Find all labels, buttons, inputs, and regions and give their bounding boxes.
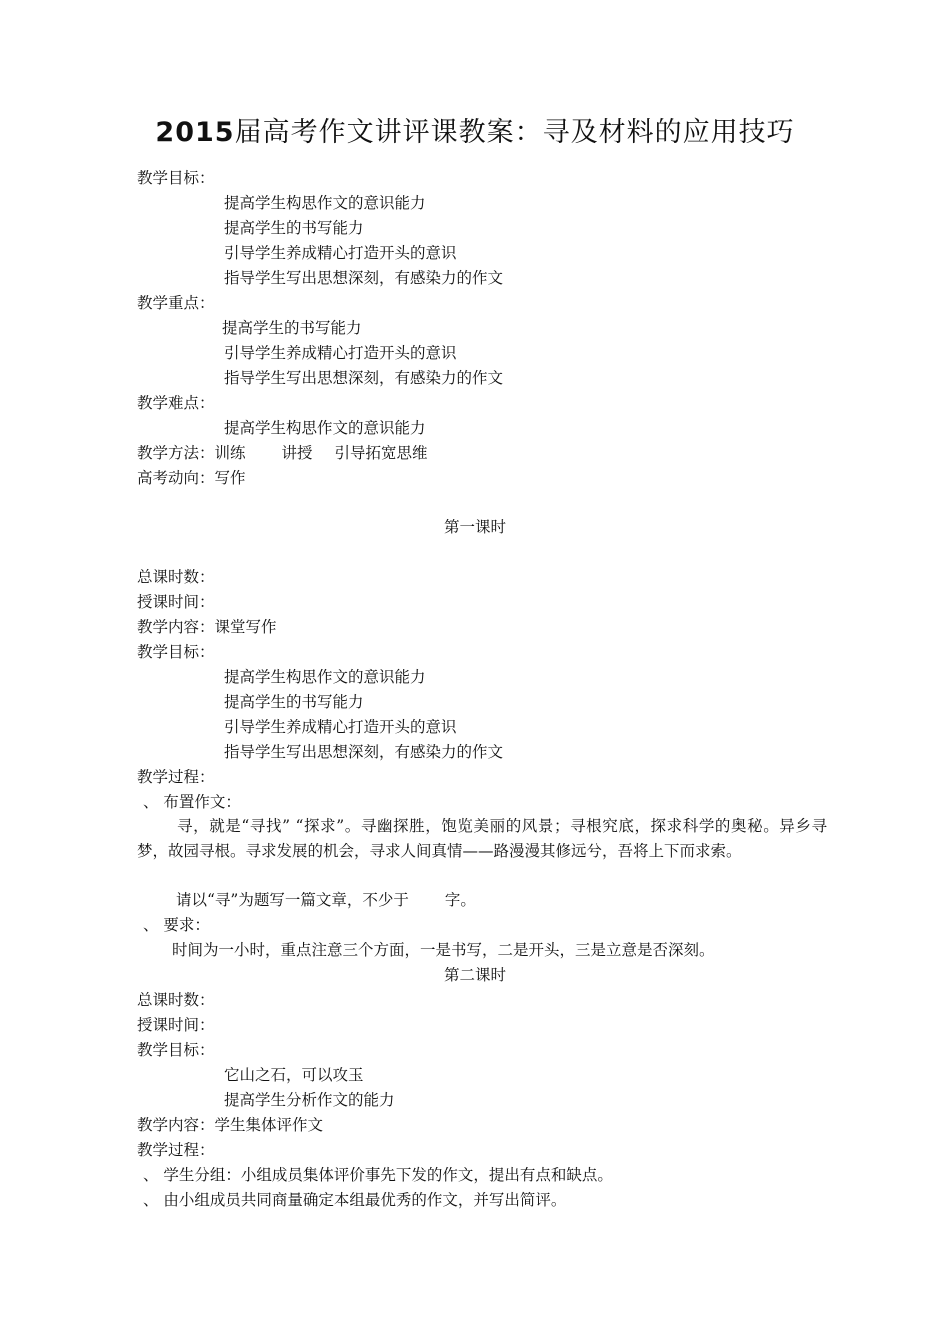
lesson-content: 教学内容：学生集体评作文 (137, 1116, 324, 1134)
step-item: 、 要求： (143, 916, 210, 934)
difficulty-label: 教学难点： (137, 394, 215, 412)
key-item: 提高学生的书写能力 (222, 319, 362, 337)
goal-item: 指导学生写出思想深刻，有感染力的作文 (224, 269, 504, 287)
requirement-text: 时间为一小时，重点注意三个方面，一是书写，二是开头，三是立意是否深刻。 (172, 941, 715, 959)
document-title (0, 110, 950, 149)
step-item: 、 由小组成员共同商量确定本组最优秀的作文，并写出简评。 (143, 1191, 567, 1209)
step-item: 、 学生分组：小组成员集体评价事先下发的作文，提出有点和缺点。 (143, 1166, 613, 1184)
key-label: 教学重点： (137, 294, 215, 312)
method-line (137, 443, 428, 463)
goal-item: 它山之石，可以攻玉 (224, 1066, 364, 1084)
goal-item: 引导学生养成精心打造开头的意识 (224, 718, 457, 736)
process-label: 教学过程： (137, 768, 215, 786)
lesson-content: 教学内容：课堂写作 (137, 618, 277, 636)
key-item: 指导学生写出思想深刻，有感染力的作文 (224, 369, 504, 387)
goal-item: 提高学生构思作文的意识能力 (224, 668, 426, 686)
title-year: 2015 (155, 117, 235, 148)
method-item: 引导拓宽思维 (334, 444, 428, 462)
total-hours: 总课时数： (137, 991, 215, 1009)
process-label: 教学过程： (137, 1141, 215, 1159)
task-text: 请以“寻”为题写一篇文章，不少于 (176, 891, 409, 909)
method-item: 训练 (214, 444, 246, 462)
task-line (176, 890, 476, 910)
goal-item: 指导学生写出思想深刻，有感染力的作文 (224, 743, 504, 761)
goal-item: 提高学生的书写能力 (224, 219, 364, 237)
goal-label: 教学目标： (137, 169, 215, 187)
goal-item: 提高学生构思作文的意识能力 (224, 194, 426, 212)
task-unit: 字。 (444, 891, 476, 909)
goal-item: 提高学生分析作文的能力 (224, 1091, 395, 1109)
writing-prompt: 寻，就是“寻找” “探求”。寻幽探胜，饱览美丽的风景；寻根究底，探求科学的奥秘。异乡寻梦，故园寻根。寻求发展的机会，寻求人间真情——路漫漫其修远兮，吾将上下而求索。 (137, 817, 827, 860)
lesson-time: 授课时间： (137, 593, 215, 611)
total-hours: 总课时数： (137, 568, 215, 586)
lesson-heading: 第一课时 (443, 518, 506, 536)
goal-item: 引导学生养成精心打造开头的意识 (224, 244, 457, 262)
key-item: 引导学生养成精心打造开头的意识 (224, 344, 457, 362)
title-text: 届高考作文讲评课教案：寻及材料的应用技巧 (234, 117, 795, 148)
goal-label: 教学目标： (137, 643, 215, 661)
goal-item: 提高学生的书写能力 (224, 693, 364, 711)
difficulty-item: 提高学生构思作文的意识能力 (224, 419, 426, 437)
goal-label: 教学目标： (137, 1041, 215, 1059)
trend-line: 高考动向：写作 (137, 469, 246, 487)
lesson-heading: 第二课时 (443, 966, 506, 984)
lesson-time: 授课时间： (137, 1016, 215, 1034)
method-label: 教学方法： (137, 444, 215, 462)
step-item: 、 布置作文： (143, 793, 241, 811)
method-item: 讲授 (281, 444, 313, 462)
